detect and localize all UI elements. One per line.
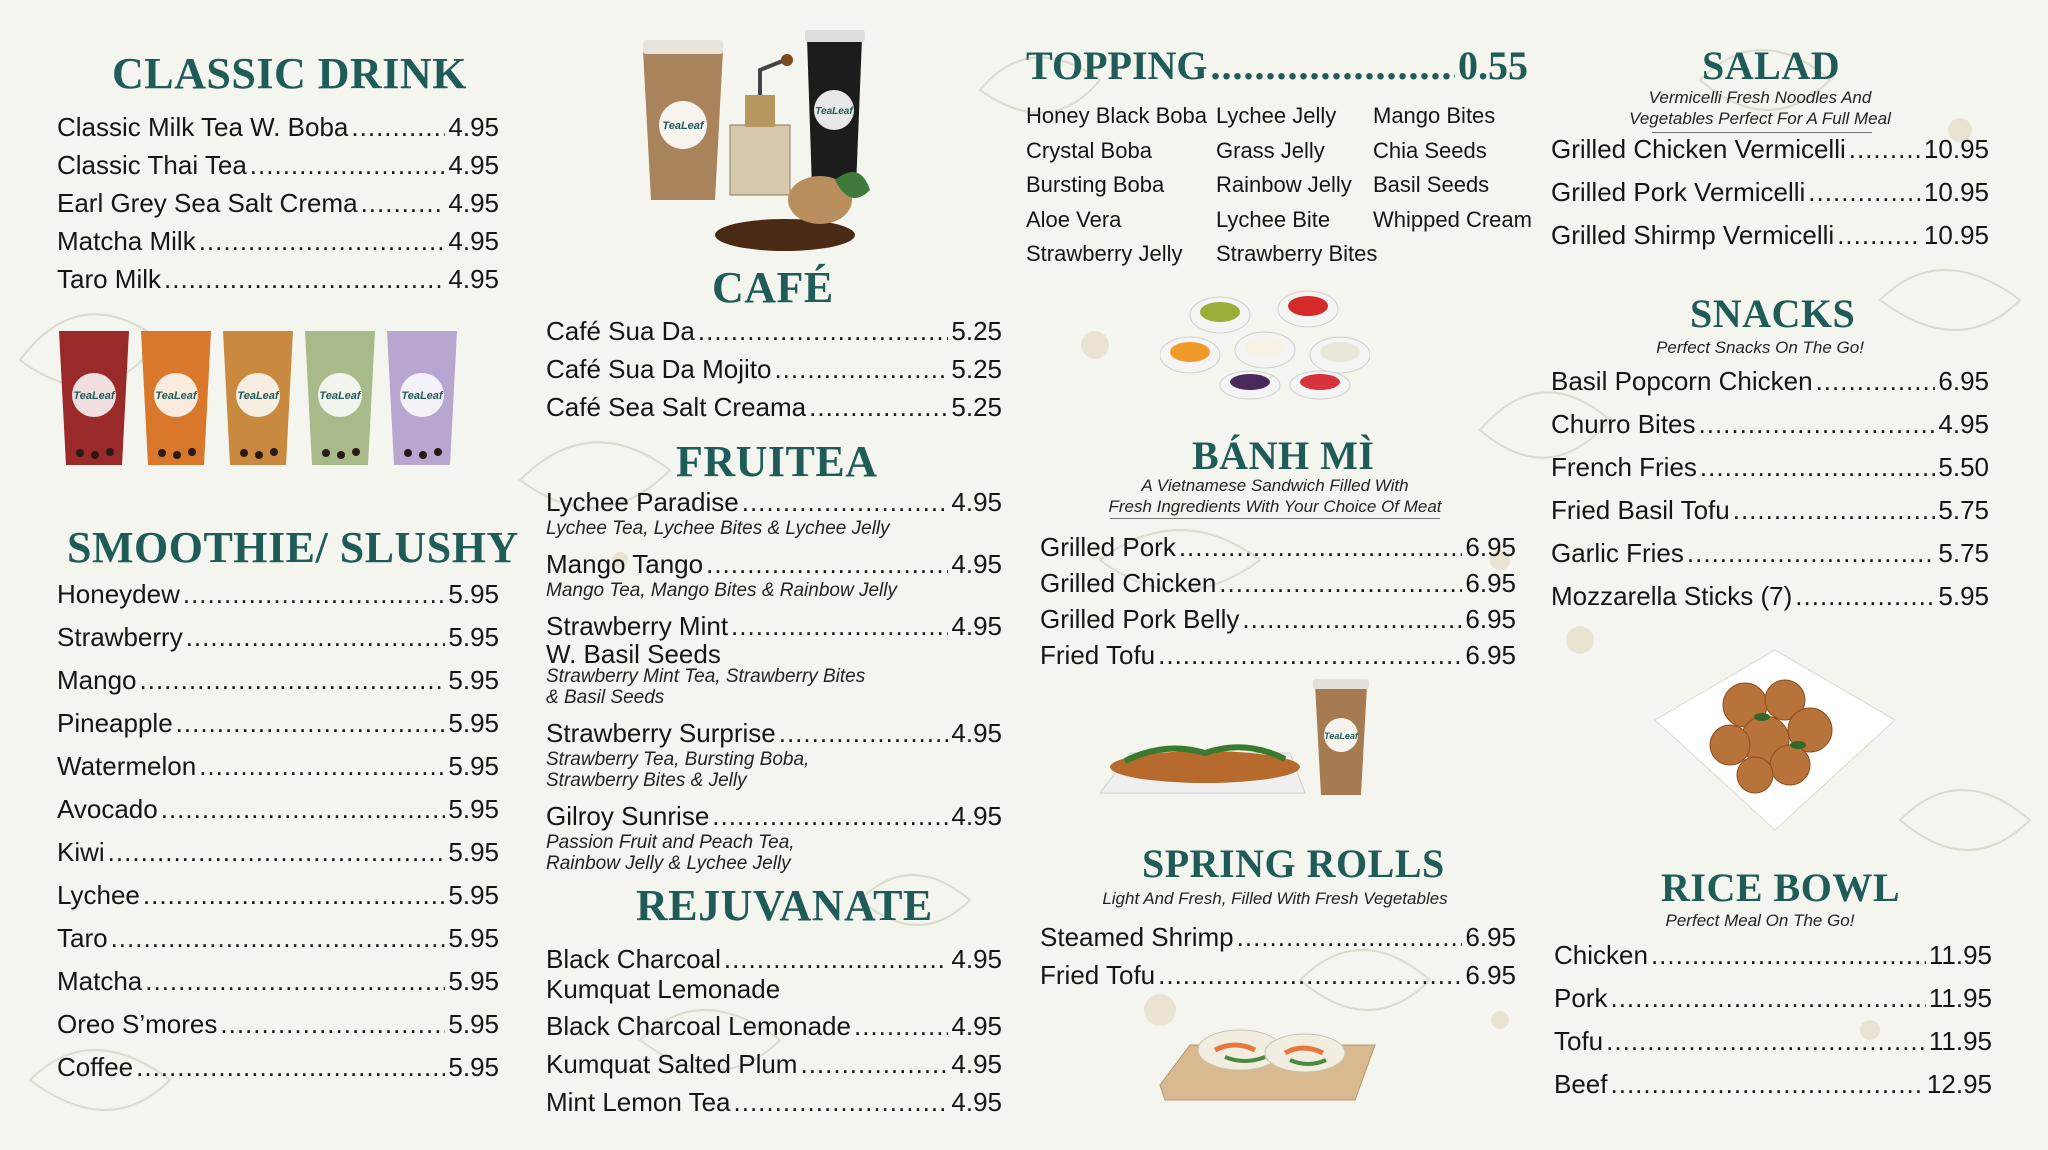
smoothie-title: SMOOTHIE/ SLUSHY xyxy=(67,523,519,572)
fruitea-list xyxy=(546,487,1002,884)
banh-mi-list xyxy=(1040,532,1516,676)
divider xyxy=(1110,518,1440,519)
divider xyxy=(1652,132,1872,133)
menu-item[interactable]: Avocado ..... 5.95 xyxy=(57,794,499,837)
menu-item[interactable]: Black Charcoal ..... 4.95 Kumquat Lemonade xyxy=(546,944,1002,1003)
topping-item[interactable]: Grass Jelly xyxy=(1216,137,1325,163)
coffee-beans-icon xyxy=(715,219,855,251)
menu-item[interactable]: Pineapple ..... 5.95 xyxy=(57,708,499,751)
spring-rolls-title: SPRING ROLLS xyxy=(1142,841,1445,886)
classic-drink-title: CLASSIC DRINK xyxy=(112,49,467,98)
menu-item[interactable]: Pork ..... 11.95 xyxy=(1554,983,1992,1026)
menu-item[interactable]: Black Charcoal Lemonade ..... 4.95 xyxy=(546,1011,1002,1049)
item-name-line2: W. Basil Seeds xyxy=(546,639,721,669)
snacks-title: SNACKS xyxy=(1690,291,1856,336)
topping-item[interactable]: Chia Seeds xyxy=(1373,137,1487,163)
menu-item[interactable]: Fried Tofu ..... 6.95 xyxy=(1040,640,1516,676)
banh-mi-title: BÁNH MÌ xyxy=(1192,433,1375,478)
topping-list-col2 xyxy=(1216,99,1377,272)
menu-item[interactable]: Beef ..... 12.95 xyxy=(1554,1069,1992,1112)
salad-subtitle: Vermicelli Fresh Noodles And Vegetables Perfect For A Full Meal xyxy=(1629,88,1891,128)
menu-item[interactable]: Grilled Chicken ..... 6.95 xyxy=(1040,568,1516,604)
salad-list xyxy=(1551,134,1989,263)
menu-item[interactable]: Classic Milk Tea W. Boba ..... 4.95 xyxy=(57,112,499,150)
rejuvanate-list xyxy=(546,944,1002,1125)
menu-item[interactable]: Chicken ..... 11.95 xyxy=(1554,940,1992,983)
banh-mi-photo xyxy=(1100,675,1390,810)
cafe-title: CAFÉ xyxy=(712,263,834,312)
coffee-drinks-photo xyxy=(635,30,870,255)
menu-item[interactable]: Garlic Fries ..... 5.75 xyxy=(1551,538,1989,581)
topping-header xyxy=(1026,42,1528,89)
item-description: Lychee Tea, Lychee Bites & Lychee Jelly xyxy=(546,518,890,539)
menu-item[interactable]: Mango Tango ..... 4.95 Mango Tea, Mango Bites & Rainbow Jelly xyxy=(546,549,1002,601)
item-description: Strawberry Bites & Jelly xyxy=(546,770,747,791)
topping-item[interactable]: Crystal Boba xyxy=(1026,137,1152,163)
snacks-subtitle: Perfect Snacks On The Go! xyxy=(1656,338,1864,357)
topping-item[interactable]: Mango Bites xyxy=(1373,103,1496,128)
menu-item[interactable]: Café Sea Salt Creama ..... 5.25 xyxy=(546,392,1002,430)
menu-item[interactable]: Grilled Pork ..... 6.95 xyxy=(1040,532,1516,568)
menu-item[interactable]: Mozzarella Sticks (7) ..... 5.95 xyxy=(1551,581,1989,624)
menu-item[interactable]: Grilled Chicken Vermicelli ..... 10.95 xyxy=(1551,134,1989,177)
menu-item[interactable]: Strawberry Mint ..... 4.95 W. Basil Seeds Strawberry Mint Tea, Strawberry Bites & Basil Seeds xyxy=(546,611,1002,708)
menu-item[interactable]: French Fries ..... 5.50 xyxy=(1551,452,1989,495)
svg-text:TeaLeaf: TeaLeaf xyxy=(155,390,197,402)
item-description: & Basil Seeds xyxy=(546,687,665,708)
topping-item[interactable]: Strawberry Jelly xyxy=(1026,241,1183,266)
menu-item[interactable]: Basil Popcorn Chicken ..... 6.95 xyxy=(1551,366,1989,409)
menu-item[interactable]: Lychee Paradise ..... 4.95 Lychee Tea, Lychee Bites & Lychee Jelly xyxy=(546,487,1002,539)
smoothie-list xyxy=(57,579,499,1095)
banh-mi-subtitle: A Vietnamese Sandwich Filled With Fresh Ingredients With Your Choice Of Meat xyxy=(1108,476,1442,516)
topping-item[interactable]: Lychee Bite xyxy=(1216,206,1331,232)
rice-bowl-list xyxy=(1554,940,1992,1112)
smoothie-cups-photo xyxy=(55,325,475,470)
classic-drink-list xyxy=(57,112,499,302)
menu-item[interactable]: Café Sua Da Mojito ..... 5.25 xyxy=(546,354,1002,392)
menu-item[interactable]: Fried Basil Tofu ..... 5.75 xyxy=(1551,495,1989,538)
menu-item[interactable]: Café Sua Da ..... 5.25 xyxy=(546,316,1002,354)
menu-item[interactable]: Tofu ..... 11.95 xyxy=(1554,1026,1992,1069)
cafe-list xyxy=(546,316,1002,430)
svg-text:TeaLeaf: TeaLeaf xyxy=(237,390,279,402)
fruitea-title: FRUITEA xyxy=(676,437,878,486)
menu-item[interactable]: Grilled Pork Vermicelli ..... 10.95 xyxy=(1551,177,1989,220)
menu-item[interactable]: Churro Bites ..... 4.95 xyxy=(1551,409,1989,452)
topping-item[interactable]: Aloe Vera xyxy=(1026,206,1122,232)
topping-item[interactable]: Bursting Boba xyxy=(1026,172,1165,197)
salad-title: SALAD xyxy=(1702,43,1841,88)
menu-item[interactable]: Watermelon ..... 5.95 xyxy=(57,751,499,794)
jelly-icon xyxy=(1200,302,1240,322)
svg-text:TeaLeaf: TeaLeaf xyxy=(815,106,853,117)
menu-item[interactable]: Oreo S’mores ..... 5.95 xyxy=(57,1009,499,1052)
spring-roll-icon xyxy=(1265,1034,1345,1072)
rice-bowl-title: RICE BOWL xyxy=(1661,865,1900,910)
menu-item[interactable]: Gilroy Sunrise ..... 4.95 Passion Fruit and Peach Tea, Rainbow Jelly & Lychee Jelly xyxy=(546,801,1002,874)
item-description: Rainbow Jelly & Lychee Jelly xyxy=(546,853,791,874)
item-name-line2: Kumquat Lemonade xyxy=(546,974,781,1004)
menu-item[interactable]: Lychee ..... 5.95 xyxy=(57,880,499,923)
item-description: Passion Fruit and Peach Tea, xyxy=(546,832,795,853)
menu-item[interactable]: Coffee ..... 5.95 xyxy=(57,1052,499,1095)
svg-text:TeaLeaf: TeaLeaf xyxy=(401,390,443,402)
rejuvanate-title: REJUVANATE xyxy=(636,881,933,930)
menu-item[interactable]: Steamed Shrimp ..... 6.95 xyxy=(1040,922,1516,960)
topping-item[interactable]: Rainbow Jelly xyxy=(1216,172,1352,197)
menu-item[interactable]: Kiwi ..... 5.95 xyxy=(57,837,499,880)
coffee-grinder-icon xyxy=(730,125,790,195)
spring-rolls-list xyxy=(1040,922,1516,998)
svg-text:TeaLeaf: TeaLeaf xyxy=(73,390,115,402)
item-description: Strawberry Tea, Bursting Boba, xyxy=(546,749,810,770)
topping-list-col3 xyxy=(1373,99,1532,237)
topping-price: 0.55 xyxy=(1458,43,1528,88)
menu-item[interactable]: Mango ..... 5.95 xyxy=(57,665,499,708)
menu-item[interactable]: Grilled Pork Belly ..... 6.95 xyxy=(1040,604,1516,640)
item-description: Mango Tea, Mango Bites & Rainbow Jelly xyxy=(546,580,897,601)
menu-item[interactable]: Fried Tofu ..... 6.95 xyxy=(1040,960,1516,998)
menu-item[interactable]: Strawberry ..... 5.95 xyxy=(57,622,499,665)
topping-title: TOPPING xyxy=(1026,43,1208,88)
menu-item[interactable]: Classic Thai Tea ..... 4.95 xyxy=(57,150,499,188)
topping-list-col1 xyxy=(1026,99,1207,272)
menu-item[interactable]: Matcha Milk ..... 4.95 xyxy=(57,226,499,264)
topping-item[interactable]: Whipped Cream xyxy=(1373,206,1532,232)
item-description: Strawberry Mint Tea, Strawberry Bites xyxy=(546,666,866,687)
topping-item[interactable]: Strawberry Bites xyxy=(1216,241,1378,266)
menu-item[interactable]: Taro ..... 5.95 xyxy=(57,923,499,966)
rice-bowl-subtitle: Perfect Meal On The Go! xyxy=(1665,911,1855,930)
menu-item[interactable]: Honeydew ..... 5.95 xyxy=(57,579,499,622)
menu-item[interactable]: Grilled Shirmp Vermicelli ..... 10.95 xyxy=(1551,220,1989,263)
svg-text:TeaLeaf: TeaLeaf xyxy=(1324,731,1358,741)
svg-text:TeaLeaf: TeaLeaf xyxy=(319,390,361,402)
menu-item[interactable]: Taro Milk ..... 4.95 xyxy=(57,264,499,302)
topping-item[interactable]: Lychee Jelly xyxy=(1216,103,1337,128)
menu-item[interactable]: Mint Lemon Tea ..... 4.95 xyxy=(546,1087,1002,1125)
snacks-list xyxy=(1551,366,1989,624)
topping-bowls-photo xyxy=(1160,285,1370,400)
topping-item[interactable]: Honey Black Boba xyxy=(1026,103,1207,128)
popcorn-chicken-photo xyxy=(1650,645,1900,835)
spring-rolls-photo xyxy=(1155,1005,1380,1105)
svg-text:TeaLeaf: TeaLeaf xyxy=(662,120,704,132)
menu-item[interactable]: Strawberry Surprise ..... 4.95 Strawberry Tea, Bursting Boba, Strawberry Bites & Jelly xyxy=(546,718,1002,791)
spring-rolls-subtitle: Light And Fresh, Filled With Fresh Vegetables xyxy=(1102,889,1448,908)
topping-item[interactable]: Basil Seeds xyxy=(1373,172,1490,197)
menu-item[interactable]: Matcha ..... 5.95 xyxy=(57,966,499,1009)
menu-item[interactable]: Earl Grey Sea Salt Crema ..... 4.95 xyxy=(57,188,499,226)
menu-item[interactable]: Kumquat Salted Plum ..... 4.95 xyxy=(546,1049,1002,1087)
boba-icon xyxy=(1288,296,1328,316)
